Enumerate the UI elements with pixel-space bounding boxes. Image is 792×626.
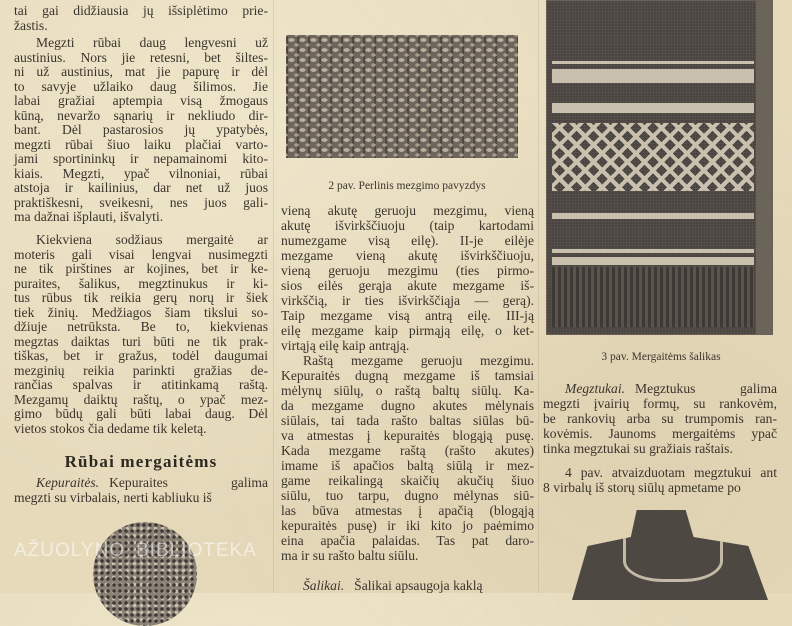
- text-line: megzti su virbalais, nerti kabliuku iš: [14, 489, 212, 505]
- text-line: [281, 578, 534, 593]
- watermark-right: BIBLIOTEKA: [136, 540, 257, 561]
- italic-lead: Kepuraitės.: [36, 475, 100, 490]
- text-line: tinka megztukai su gražiais raštais.: [543, 441, 733, 456]
- text-line: Mezgamų daiktų raštų, o ypač mez-: [14, 391, 268, 407]
- figure-caption: 3 pav. Mergaitėms šalikas: [601, 351, 721, 363]
- paragraph: [281, 578, 534, 593]
- text-line: mėlynų siūlų, o raštą baltų siūlų. Ka-: [281, 383, 534, 398]
- text-line: [14, 476, 268, 491]
- text-line: kepuraitės pusę) ir iki kito jo paėmimo: [281, 518, 534, 533]
- text-line: numezgame visą eilę). II-je eilėje: [281, 233, 534, 248]
- text-line: žastis.: [14, 17, 48, 33]
- text-line: vietos stokos čia dedame tik keletą.: [14, 420, 207, 436]
- sweater-figure: [572, 510, 768, 600]
- watermark-left: AŽUOLYNO: [14, 540, 126, 561]
- line-text: Kepuraites galima: [109, 475, 268, 490]
- text-line: atstoja ir kailinius, dar net už juos: [14, 180, 268, 195]
- text-line: džiuje netrūksta. Be to, kiekvienas: [14, 319, 268, 334]
- pearl-stitch-figure: [286, 35, 518, 158]
- column-rule: [273, 0, 274, 593]
- text-line: Megzti rūbai daug lengvesni už: [36, 35, 268, 50]
- text-line: imame iš apačios baltą siūlą ir mez-: [281, 458, 534, 473]
- text-line: eina apačia palaidas. Tas pat daro-: [281, 533, 534, 548]
- text-line: megzti įvairių formų, su rankovėm,: [543, 396, 777, 411]
- text-line: Kepuraitės dugną mezgame iš tamsiai: [281, 368, 534, 383]
- text-line: vieną geruoju mezgimu (ties pirmo-: [281, 263, 534, 278]
- text-line: eilę mezgame kaip pirmąją eilę, o ket-: [281, 323, 534, 338]
- text-line: va atmestas į kepuraitės blogąją pusę.: [281, 428, 534, 443]
- text-line: kiais. Megzti, ypač vilnoniai, rūbai: [14, 165, 268, 181]
- knitted-hat-figure: [93, 522, 197, 626]
- text-line: ni už austinius, mat jie papurę ir dėl: [14, 64, 268, 79]
- text-line: 8 virbalų iš storų siūlų apmetame po: [543, 480, 741, 495]
- text-line: megztas daiktas turi būti ne tik prak-: [14, 333, 268, 349]
- text-line: [543, 381, 777, 396]
- text-line: Raštą mezgame geruoju mezgimu.: [303, 353, 534, 368]
- text-line: praktiškesni, sveikesni, nes juos gali-: [14, 194, 268, 210]
- text-line: kūną, nevaržo sąnarių ir nekliudo dir-: [14, 107, 268, 123]
- text-line: labai gražiai aptempia visą žmogaus: [14, 93, 268, 108]
- line-text: Megztukus galima: [635, 381, 777, 396]
- text-line: vieną akutę geruoju mezgimu, vieną: [281, 203, 534, 218]
- text-line: rančias spalvas ir atitinkamą raštą.: [14, 377, 268, 392]
- paragraph: [543, 381, 777, 456]
- text-line: ma ir su rašto baltu siūlu.: [281, 548, 419, 563]
- text-line: akutę išvirkščiuoju (taip kartodami: [281, 218, 534, 233]
- text-line: virkščią, ir ties išvirkščiąja — gerą).: [281, 293, 534, 308]
- scarf-figure: [546, 0, 773, 335]
- text-line: Taip mezgame visą antrą eilę. III-ją: [281, 308, 534, 323]
- text-line: siūlu, tuo tarpu, dugno mėlynas siū-: [281, 488, 534, 503]
- paragraph: [14, 233, 268, 436]
- text-line: ne tik pirštines ar kojines, bet ir ke-: [14, 261, 268, 276]
- column-rule: [538, 0, 539, 593]
- text-line: las būva atmestas į apačią (blogąją: [281, 503, 534, 518]
- text-line: puraites, šalikus, megztinukus ir ki-: [14, 275, 268, 291]
- text-line: tai gai didžiausia jų išsiplėtimo prie-: [14, 3, 268, 18]
- paragraph: [281, 353, 534, 563]
- paragraph: [14, 476, 268, 505]
- paragraph: [281, 203, 534, 353]
- text-line: tus rūbus tik reikia gerų norų ir šiek: [14, 290, 268, 305]
- text-line: ma dažnai išplauti, išvalyti.: [14, 209, 164, 224]
- text-line: austinius. Nors jie retesni, bet šiltes-: [14, 49, 268, 65]
- text-line: to savyje užlaiko daug šilimos. Jie: [14, 78, 268, 94]
- text-line: sios eilės gerąja akute mezgame iš-: [281, 278, 534, 293]
- text-line: mezginių reikia parinkti gražias de-: [14, 362, 268, 378]
- text-line: gimo būdų gali būti labai daug. Dėl: [14, 406, 268, 421]
- italic-lead: Šalikai.: [303, 578, 345, 593]
- text-line: game reikalingą skaičių akučių šiuo: [281, 473, 534, 488]
- text-line: Kada mezgame raštą (rašto akutes): [281, 443, 534, 458]
- text-line: tiškas, bet ir gražus, todėl daugumai: [14, 348, 268, 363]
- text-line: da mezgame dugno akutes mėlynais: [281, 398, 534, 413]
- text-line: 4 pav. atvaizduotam megztukui ant: [565, 465, 777, 480]
- text-line: mezgame vieną akutę išvirkščiuoju,: [281, 248, 534, 263]
- text-line: virtąją eilę kaip antrąją.: [281, 338, 410, 353]
- text-line: jami sportininkų ir nepamainomi kito-: [14, 151, 268, 166]
- figure-caption: 2 pav. Perlinis mezgimo pavyzdys: [328, 180, 486, 192]
- text-line: bant. Dėl pastarosios jų ypatybės,: [14, 122, 268, 137]
- text-line: megzti rūbai šiuo laiku plačiai varto-: [14, 136, 268, 152]
- text-line: be rankovių arba su trumpomis ran-: [543, 411, 777, 426]
- text-line: moteris gali visai lengvai nusimegzti: [14, 246, 268, 262]
- section-heading: Rūbai mergaitėms: [64, 452, 218, 471]
- italic-lead: Megztukai.: [565, 381, 626, 396]
- paragraph: [14, 4, 268, 33]
- text-line: tiek žinių. Medžiagos šiam tikslui so-: [14, 304, 268, 320]
- paragraph: [14, 36, 268, 225]
- paragraph: [543, 465, 777, 495]
- text-line: Kiekviena sodžiaus mergaitė ar: [36, 232, 268, 247]
- text-line: siūlais, tai tada rašto baltas siūlas bū-: [281, 413, 534, 428]
- text-line: kovėmis. Jaunoms mergaitėms ypač: [543, 426, 777, 441]
- line-text: Šalikai apsaugoja kaklą: [354, 578, 483, 593]
